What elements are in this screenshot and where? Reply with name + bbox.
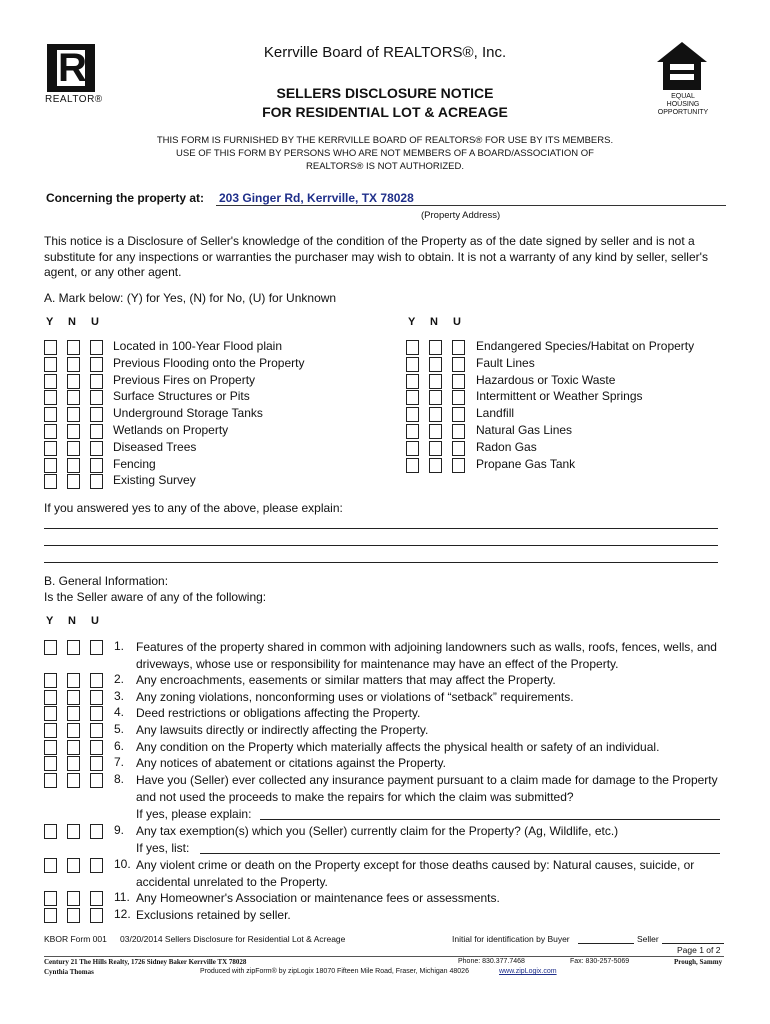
buyer-initials-label: Initial for identification by Buyer	[452, 934, 570, 944]
n-checkbox[interactable]	[67, 824, 80, 839]
y-checkbox[interactable]	[406, 357, 419, 372]
y-checkbox[interactable]	[44, 673, 57, 688]
condition-item-label: Previous Flooding onto the Property	[113, 355, 305, 370]
n-checkbox[interactable]	[67, 673, 80, 688]
n-checkbox[interactable]	[67, 723, 80, 738]
y-checkbox[interactable]	[44, 458, 57, 473]
n-checkbox[interactable]	[67, 390, 80, 405]
n-checkbox[interactable]	[67, 706, 80, 721]
u-checkbox[interactable]	[90, 390, 103, 405]
condition-item-label: Natural Gas Lines	[476, 423, 573, 437]
u-checkbox[interactable]	[90, 424, 103, 439]
n-checkbox[interactable]	[67, 340, 80, 355]
u-checkbox[interactable]	[452, 407, 465, 422]
n-checkbox[interactable]	[429, 458, 442, 473]
y-checkbox[interactable]	[44, 390, 57, 405]
n-checkbox[interactable]	[429, 407, 442, 422]
question-number: 11.	[114, 890, 130, 904]
y-checkbox[interactable]	[44, 891, 57, 906]
ynu-n-header: N	[68, 615, 76, 627]
n-checkbox[interactable]	[67, 640, 80, 655]
n-checkbox[interactable]	[429, 340, 442, 355]
y-checkbox[interactable]	[44, 773, 57, 788]
n-checkbox[interactable]	[67, 756, 80, 771]
question-text: Any notices of abatement or citations against the Property.	[136, 756, 446, 770]
u-checkbox[interactable]	[90, 441, 103, 456]
condition-item-label: Endangered Species/Habitat on Property	[476, 339, 695, 353]
section-b-subheading: Is the Seller aware of any of the following:	[44, 590, 267, 604]
broker-fax: Fax: 830-257-5069	[570, 958, 630, 965]
question-text: Any condition on the Property which materially affects the physical health or safety of an individual.	[136, 740, 660, 754]
n-checkbox[interactable]	[67, 740, 80, 755]
intro-paragraph: This notice is a Disclosure of Seller's knowledge of the condition of the Property as of the date signed by seller and is not a substitute for any inspections or warranties the purchaser may wish to obtain. It is not a warranty of any kind by seller, seller's agent, or any other agent.	[44, 234, 708, 279]
ynu-u-header: U	[91, 316, 99, 328]
u-checkbox[interactable]	[452, 374, 465, 389]
u-checkbox[interactable]	[90, 458, 103, 473]
condition-item-label: Located in 100-Year Flood plain	[113, 339, 283, 353]
condition-item-label: Underground Storage Tanks	[113, 406, 263, 421]
n-checkbox[interactable]	[67, 458, 80, 473]
y-checkbox[interactable]	[406, 458, 419, 473]
y-checkbox[interactable]	[44, 424, 57, 439]
buyer-initials-line[interactable]	[578, 943, 634, 944]
form-id: KBOR Form 001	[44, 934, 107, 944]
condition-item-label: Previous Fires on Property	[113, 372, 256, 387]
y-checkbox[interactable]	[44, 706, 57, 721]
question-text: Exclusions retained by seller.	[136, 908, 291, 922]
question-text: Any zoning violations, nonconforming uses or violations of “setback” requirements.	[136, 690, 574, 704]
condition-item-label: Diseased Trees	[113, 439, 197, 454]
condition-item-label: Propane Gas Tank	[476, 456, 576, 471]
n-checkbox[interactable]	[429, 357, 442, 372]
n-checkbox[interactable]	[67, 474, 80, 489]
broker-info: Century 21 The Hills Realty, 1726 Sidney Baker Kerrville TX 78028	[44, 958, 247, 966]
u-checkbox[interactable]	[90, 407, 103, 422]
condition-item-label: Radon Gas	[476, 439, 537, 454]
ynu-n-header: N	[68, 316, 76, 328]
u-checkbox[interactable]	[90, 858, 103, 873]
produced-with: Produced with zipForm® by zipLogix 18070 Fifteen Mile Road, Fraser, Michigan 48026	[200, 968, 469, 975]
notice-line: USE OF THIS FORM BY PERSONS WHO ARE NOT MEMBERS OF A BOARD/ASSOCIATION OF	[176, 148, 594, 159]
question-number: 5.	[114, 722, 125, 736]
condition-item-label: Fault Lines	[476, 355, 535, 370]
n-checkbox[interactable]	[67, 690, 80, 705]
if-yes-list-line[interactable]	[200, 853, 720, 854]
ynu-y-header: Y	[408, 316, 416, 328]
form-title-line2: FOR RESIDENTIAL LOT & ACREAGE	[262, 104, 508, 120]
y-checkbox[interactable]	[44, 474, 57, 489]
seller-initials-label: Seller	[637, 934, 659, 944]
if-yes-list-label: If yes, list:	[136, 841, 190, 855]
u-checkbox[interactable]	[90, 891, 103, 906]
realtor-logo: R	[47, 44, 95, 92]
question-number: 4.	[114, 705, 125, 719]
y-checkbox[interactable]	[44, 340, 57, 355]
question-number: 2.	[114, 672, 125, 686]
footer-divider	[44, 956, 724, 957]
y-checkbox[interactable]	[44, 740, 57, 755]
question-number: 6.	[114, 739, 125, 753]
condition-item-label: Surface Structures or Pits	[113, 389, 250, 404]
u-checkbox[interactable]	[90, 756, 103, 771]
ynu-n-header: N	[430, 316, 438, 328]
question-text: Have you (Seller) ever collected any insurance payment pursuant to a claim made for damage to the Property and not used the proceeds to make the repairs for which the claim was submitted?	[136, 773, 718, 804]
broker-phone: Phone: 830.377.7468	[458, 958, 525, 965]
n-checkbox[interactable]	[67, 424, 80, 439]
form-description: 03/20/2014 Sellers Disclosure for Residential Lot & Acreage	[120, 934, 346, 944]
condition-item-label: Wetlands on Property	[113, 423, 229, 437]
u-checkbox[interactable]	[90, 357, 103, 372]
y-checkbox[interactable]	[44, 824, 57, 839]
n-checkbox[interactable]	[67, 773, 80, 788]
y-checkbox[interactable]	[44, 407, 57, 422]
n-checkbox[interactable]	[429, 441, 442, 456]
u-checkbox[interactable]	[90, 640, 103, 655]
n-checkbox[interactable]	[67, 357, 80, 372]
y-checkbox[interactable]	[406, 407, 419, 422]
section-a-heading: A. Mark below: (Y) for Yes, (N) for No, (U) for Unknown	[44, 291, 337, 305]
page-number: Page 1 of 2	[677, 945, 721, 955]
explain-label: If you answered yes to any of the above, please explain:	[44, 501, 343, 515]
y-checkbox[interactable]	[44, 690, 57, 705]
y-checkbox[interactable]	[44, 374, 57, 389]
question-text: Any encroachments, easements or similar matters that may affect the Property.	[136, 673, 556, 687]
condition-item-label: Fencing	[113, 456, 156, 471]
u-checkbox[interactable]	[90, 673, 103, 688]
y-checkbox[interactable]	[406, 340, 419, 355]
condition-item-label: Intermittent or Weather Springs	[476, 389, 643, 404]
n-checkbox[interactable]	[67, 908, 80, 923]
u-checkbox[interactable]	[90, 723, 103, 738]
u-checkbox[interactable]	[90, 474, 103, 489]
seller-initials-line[interactable]	[662, 943, 724, 944]
y-checkbox[interactable]	[44, 640, 57, 655]
condition-item-label: Landfill	[476, 406, 515, 421]
agent-name: Cynthia Thomas	[44, 968, 94, 976]
u-checkbox[interactable]	[90, 740, 103, 755]
section-b-heading: B. General Information:	[44, 574, 169, 588]
u-checkbox[interactable]	[90, 374, 103, 389]
u-checkbox[interactable]	[90, 908, 103, 923]
u-checkbox[interactable]	[90, 690, 103, 705]
property-address-underline	[216, 205, 726, 206]
y-checkbox[interactable]	[406, 424, 419, 439]
ziplogix-link[interactable]: www.zipLogix.com	[499, 968, 557, 975]
question-text: Deed restrictions or obligations affecting the Property.	[136, 706, 421, 720]
question-number: 1.	[114, 639, 125, 653]
y-checkbox[interactable]	[44, 441, 57, 456]
notice-line: THIS FORM IS FURNISHED BY THE KERRVILLE BOARD OF REALTORS® FOR USE BY ITS MEMBERS.	[156, 135, 614, 146]
document-name: Prough, Sammy	[674, 958, 723, 966]
question-text: Any violent crime or death on the Property except for those deaths caused by: Natural causes, suicide, or accidental unrelated to the Property.	[136, 858, 695, 889]
y-checkbox[interactable]	[44, 357, 57, 372]
explain-line-3[interactable]	[44, 562, 718, 563]
y-checkbox[interactable]	[406, 441, 419, 456]
n-checkbox[interactable]	[67, 407, 80, 422]
u-checkbox[interactable]	[452, 357, 465, 372]
u-checkbox[interactable]	[90, 824, 103, 839]
question-text: Features of the property shared in common with adjoining landowners such as walls, roofs, fences, wells, and driveways, whose use or responsibility for maintenance may have an effect of the Property.	[136, 640, 717, 671]
n-checkbox[interactable]	[67, 374, 80, 389]
u-checkbox[interactable]	[452, 458, 465, 473]
explain-line-1[interactable]	[44, 528, 718, 529]
n-checkbox[interactable]	[67, 858, 80, 873]
equal-housing-text: EQUAL HOUSING OPPORTUNITY	[657, 93, 709, 116]
n-checkbox[interactable]	[67, 891, 80, 906]
y-checkbox[interactable]	[44, 908, 57, 923]
condition-item-label: Existing Survey	[113, 473, 196, 488]
question-number: 3.	[114, 689, 125, 703]
property-label: Concerning the property at:	[46, 191, 205, 205]
y-checkbox[interactable]	[44, 756, 57, 771]
y-checkbox[interactable]	[44, 723, 57, 738]
u-checkbox[interactable]	[90, 773, 103, 788]
u-checkbox[interactable]	[90, 340, 103, 355]
if-yes-explain-label: If yes, please explain:	[136, 807, 252, 821]
n-checkbox[interactable]	[67, 441, 80, 456]
if-yes-explain-line[interactable]	[260, 819, 720, 820]
ynu-y-header: Y	[46, 316, 54, 328]
question-number: 8.	[114, 772, 125, 786]
explain-line-2[interactable]	[44, 545, 718, 546]
board-name: Kerrville Board of REALTORS®, Inc.	[263, 44, 507, 61]
question-number: 10.	[114, 857, 131, 871]
question-number: 7.	[114, 755, 125, 769]
notice-line: REALTORS® IS NOT AUTHORIZED.	[306, 161, 464, 172]
realtor-logo-text: REALTOR®	[45, 94, 103, 105]
question-text: Any tax exemption(s) which you (Seller) currently claim for the Property? (Ag, Wildlife, etc.)	[136, 824, 619, 838]
ynu-u-header: U	[453, 316, 461, 328]
form-title-line1: SELLERS DISCLOSURE NOTICE	[276, 85, 494, 101]
ynu-u-header: U	[91, 615, 99, 627]
question-text: Any lawsuits directly or indirectly affecting the Property.	[136, 723, 429, 737]
question-number: 9.	[114, 823, 125, 837]
y-checkbox[interactable]	[406, 374, 419, 389]
y-checkbox[interactable]	[406, 390, 419, 405]
y-checkbox[interactable]	[44, 858, 57, 873]
property-address-field[interactable]: 203 Ginger Rd, Kerrville, TX 78028	[219, 191, 414, 205]
n-checkbox[interactable]	[429, 390, 442, 405]
question-number: 12.	[114, 907, 131, 921]
condition-item-label: Hazardous or Toxic Waste	[476, 372, 616, 387]
u-checkbox[interactable]	[452, 340, 465, 355]
u-checkbox[interactable]	[452, 441, 465, 456]
u-checkbox[interactable]	[452, 424, 465, 439]
ynu-y-header: Y	[46, 615, 54, 627]
property-address-caption: (Property Address)	[421, 210, 501, 221]
n-checkbox[interactable]	[429, 424, 442, 439]
usage-notice	[0, 134, 770, 173]
question-text: Any Homeowner's Association or maintenance fees or assessments.	[136, 891, 500, 905]
u-checkbox[interactable]	[90, 706, 103, 721]
u-checkbox[interactable]	[452, 390, 465, 405]
n-checkbox[interactable]	[429, 374, 442, 389]
